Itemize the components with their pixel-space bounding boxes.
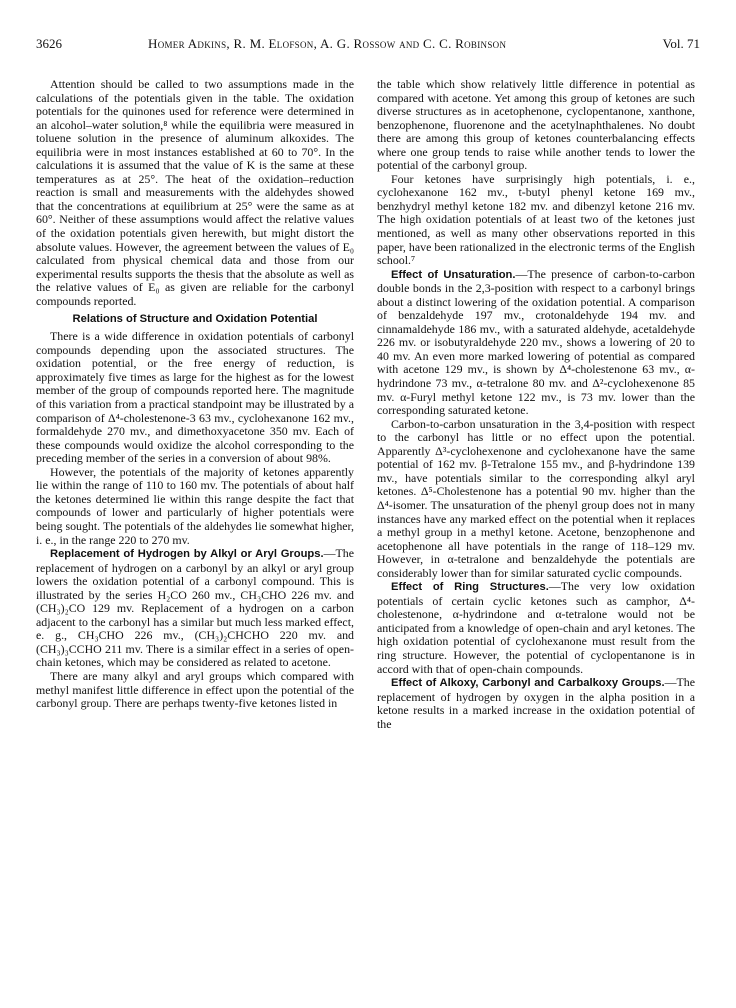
paragraph <box>377 676 695 731</box>
run-in-heading: Replacement of Hydrogen by Alkyl or Aryl Groups. <box>50 548 324 561</box>
paragraph-body: —The replacement of hydrogen on a carbonyl by an alkyl or aryl group lowers the oxidation potential of a carbonyl compound. This is illustrated by the series H₂CO 260 mv., CH₃CHO 226 mv. and (CH₃)₂CO 129 mv. Replacement of a hydrogen on a carbon adjacent to the carbonyl has a similar but much less marked effect, e. g., CH₃CHO 226 mv., (CH₃)₂CHCHO 220 mv. and (CH₃)₃CCHO 211 mv. There is a similar effect in a series of open-chain ketones, which may be considered as related to acetone. <box>36 546 354 670</box>
page-number: 3626 <box>36 36 62 51</box>
paragraph: However, the potentials of the majority of ketones apparently lie within the range of 110 to 160 mv. The potentials of about half the ketones determined lie within this range despite the fact that compounds of lower and particularly of higher potentials were being sought. The potentials of the aldehydes lie somewhat higher, i. e., in the range 220 to 270 mv. <box>36 464 354 547</box>
paragraph: There are many alkyl and aryl groups which compared with methyl manifest little difference in effect upon the potential of the carbonyl group. There are perhaps twenty-five ketones listed in <box>36 668 354 711</box>
volume-label: Vol. 71 <box>662 36 700 51</box>
paragraph-body: —The replacement of hydrogen by oxygen in the alpha position in a ketone results in a marked increase in the oxidation potential of the <box>377 675 695 731</box>
section-heading: Relations of Structure and Oxidation Potential <box>72 313 318 326</box>
paragraph-body: —The very low oxidation potentials of certain cyclic ketones such as camphor, Δ⁴-cholestenone, α-hydrindone and α-tetralone would not be anticipated from a knowledge of open-chain and aryl ketones. The high oxidation potential of cyclohexanone must result from the ring structure. However, the potential of cyclopentanone is in accord with that of open-chain compounds. <box>377 579 695 676</box>
paragraph <box>377 268 695 418</box>
paragraph: Carbon-to-carbon unsaturation in the 3,4-position with respect to the carbonyl has little or no effect upon the potential. Apparently Δ³-cyclohexenone and cyclohexanone have the same potential of 162 mv. β-Tetralone 155 mv., and β-hydrindone 139 mv., have potentials similar to the corresponding alkyl aryl ketones. Δ⁵-Cholestenone has a potential 90 mv. higher than the Δ⁴-isomer. The unsaturation of the phenyl group does not in many instances have any marked effect on the potential when it replaces a methyl group in a methyl ketone. Acetone, benzophenone and acetophenone all have potentials in the range of 118–129 mv. However, in α-tetralone and benzaldehyde the potentials are considerably lower than for similar saturated cyclic compounds. <box>377 416 695 580</box>
paragraph: There is a wide difference in oxidation potentials of carbonyl compounds depending upon the associated structures. The oxidation potential, or the free energy of reduction, is approximately five times as large for the highest as for the lowest member of the group of compounds reported here. The magnitude of this variation from a practical standpoint may be illustrated by a comparison of Δ⁴-cholestenone-3 63 mv., cyclohexanone 162 mv., formaldehyde 270 mv., and dimethoxyacetone 350 mv. Each of these compounds would oxidize the alcohol corresponding to the preceding member of the series in a conversion of about 98%. <box>36 329 354 466</box>
paragraph <box>377 580 695 676</box>
paragraph-body: —The presence of carbon-to-carbon double bonds in the 2,3-position with respect to a carbonyl brings about a distinct lowering of the oxidation potential. A comparison of benzaldehyde 197 mv., crotonaldehyde 194 mv. and cinnamaldehyde 186 mv., with a saturated aldehyde, acetaldehyde 226 mv. or isobutyraldehyde 220 mv., shows a lowering of 20 to 40 mv. An even more marked lowering of potential as compared with acetone 129 mv., is shown by Δ⁴-cholestenone 63 mv., α-hydrindone 73 mv., α-tetralone 80 mv. and Δ²-cyclohexenone 85 mv. α-Furyl methyl ketone 122 mv., is 73 mv. lower than the corresponding saturated ketone. <box>377 266 695 418</box>
run-in-heading: Effect of Unsaturation. <box>391 268 516 281</box>
left-column <box>36 78 354 711</box>
running-header <box>36 36 700 52</box>
paragraph: Attention should be called to two assumptions made in the calculations of the potentials given in the table. The oxidation potentials for the quinones used for reference were determined in an alcohol–water solution,⁸ while the equilibria were measured in toluene solution in the presence of aluminum alkoxides. The equilibria were in most instances established at 60 to 70°. In the calculations it is assumed that the value of K is the same at these temperatures as at 25°. The heat of the oxidation–reduction reaction is small and measurements with the aldehydes showed that the concentrations at equilibrium at 25° were the same as at 60°. Neither of these assumptions would affect the relative values of the oxidation potentials given herewith, but might distort the absolute values. However, the agreement between the values of E₀ calculated from physical chemical data and those from our experimental results supports the thesis that the absolute as well as the relative values of E₀ as given are reliable for the carbonyl compounds reported. <box>36 77 354 308</box>
right-column <box>377 78 695 731</box>
run-in-heading: Effect of Ring Structures. <box>391 581 549 594</box>
running-authors: Homer Adkins, R. M. Elofson, A. G. Rossow and C. C. Robinson <box>148 36 507 51</box>
paragraph: Four ketones have surprisingly high potentials, i. e., cyclohexanone 162 mv., t-butyl phenyl ketone 169 mv., benzhydryl methyl ketone 182 mv. and dibenzyl ketone 216 mv. The high oxidation potentials of at least two of the ketones just mentioned, as well as many other observations reported in this paper, have been rationalized in the electronic terms of the English school.⁷ <box>377 171 695 268</box>
paragraph <box>36 547 354 670</box>
run-in-heading: Effect of Alkoxy, Carbonyl and Carbalkoxy Groups. <box>391 677 665 690</box>
paragraph: the table which show relatively little difference in potential as compared with acetone. Yet among this group of ketones are such diverse structures as in acetophenone, cyclopentanone, xanthone, benzophenone, fluorenone and the acetylnaphthalenes. No doubt there are among this group of ketones counterbalancing effects where one group tends to raise while another tends to lower the potential of the carbonyl group. <box>377 77 695 173</box>
